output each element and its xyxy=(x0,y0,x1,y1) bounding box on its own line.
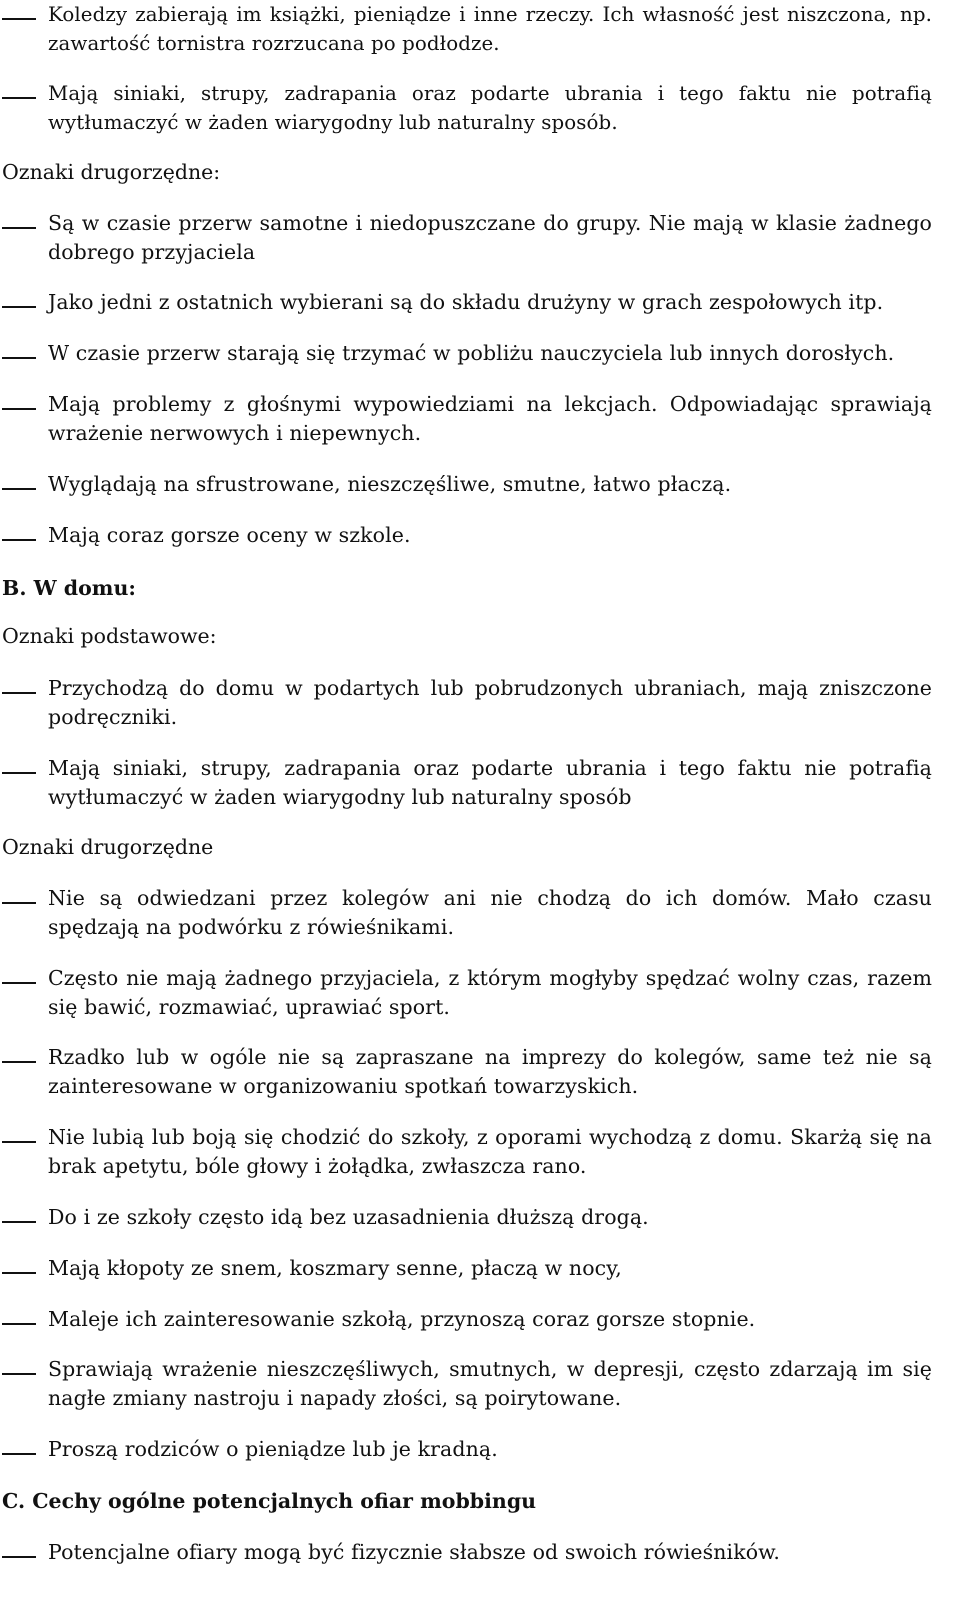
subsection-label xyxy=(0,158,960,187)
dash-bullet xyxy=(2,1453,36,1455)
dash-bullet xyxy=(2,488,36,490)
list-item xyxy=(0,964,960,1022)
dash-bullet xyxy=(2,18,36,20)
dash-bullet xyxy=(2,982,36,984)
list-item xyxy=(0,1355,960,1413)
list-item-text: Wyglądają na sfrustrowane, nieszczęśliwe, smutne, łatwo płaczą. xyxy=(48,472,732,496)
list-item xyxy=(0,0,960,58)
list-item-text: Mają kłopoty ze snem, koszmary senne, płaczą w nocy, xyxy=(48,1256,622,1280)
subsection-label xyxy=(0,622,960,651)
list-item xyxy=(0,1305,960,1334)
list-item-text: W czasie przerw starają się trzymać w pobliżu nauczyciela lub innych dorosłych. xyxy=(48,341,895,365)
dash-bullet xyxy=(2,539,36,541)
dash-bullet xyxy=(2,1141,36,1143)
list-item xyxy=(0,1123,960,1181)
list-item-text: Nie lubią lub boją się chodzić do szkoły, z oporami wychodzą z domu. Skarżą się na brak apetytu, bóle głowy i żołądka, zwłaszcza rano. xyxy=(48,1125,932,1178)
list-item-text: Potencjalne ofiary mogą być fizycznie słabsze od swoich rówieśników. xyxy=(48,1540,780,1564)
dash-bullet xyxy=(2,1061,36,1063)
list-item xyxy=(0,339,960,368)
list-item-text: Mają siniaki, strupy, zadrapania oraz podarte ubrania i tego faktu nie potrafią wytłumaczyć w żaden wiarygodny lub naturalny sposób xyxy=(48,756,932,809)
list-item xyxy=(0,1538,960,1567)
list-item-text: Nie są odwiedzani przez kolegów ani nie chodzą do ich domów. Mało czasu spędzają na podwórku z rówieśnikami. xyxy=(48,886,932,939)
list-item xyxy=(0,390,960,448)
dash-bullet xyxy=(2,357,36,359)
list-item-text: Do i ze szkoły często idą bez uzasadnienia dłuższą drogą. xyxy=(48,1205,649,1229)
list-item-text: Jako jedni z ostatnich wybierani są do składu drużyny w grach zespołowych itp. xyxy=(48,290,884,314)
dash-bullet xyxy=(2,97,36,99)
list-item xyxy=(0,1203,960,1232)
dash-bullet xyxy=(2,1556,36,1558)
dash-bullet xyxy=(2,1221,36,1223)
list-item-text: Sprawiają wrażenie nieszczęśliwych, smutnych, w depresji, często zdarzają im się nagłe zmiany nastroju i napady złości, są poirytowane. xyxy=(48,1357,932,1410)
dash-bullet xyxy=(2,772,36,774)
list-item-text: Mają siniaki, strupy, zadrapania oraz podarte ubrania i tego faktu nie potrafią wytłumaczyć w żaden wiarygodny lub naturalny sposób. xyxy=(48,82,932,134)
list-item xyxy=(0,674,960,732)
dash-bullet xyxy=(2,408,36,410)
dash-bullet xyxy=(2,1323,36,1325)
subsection-label-text: Oznaki drugorzędne xyxy=(2,835,214,859)
list-item xyxy=(0,288,960,317)
list-item xyxy=(0,754,960,812)
list-item-text: Mają problemy z głośnymi wypowiedziami na lekcjach. Odpowiadając sprawiają wrażenie nerwowych i niepewnych. xyxy=(48,392,932,445)
dash-bullet xyxy=(2,227,36,229)
list-item-text: Przychodzą do domu w podartych lub pobrudzonych ubraniach, mają zniszczone podręczniki. xyxy=(48,676,932,729)
list-item-text: Mają coraz gorsze oceny w szkole. xyxy=(48,523,411,547)
list-item xyxy=(0,1254,960,1283)
subsection-label-text: Oznaki podstawowe: xyxy=(2,624,217,648)
subsection-label xyxy=(0,833,960,862)
dash-bullet xyxy=(2,1373,36,1375)
dash-bullet xyxy=(2,692,36,694)
list-item xyxy=(0,1435,960,1464)
list-item-text: Są w czasie przerw samotne i niedopuszczane do grupy. Nie mają w klasie żadnego dobrego przyjaciela xyxy=(48,211,932,264)
list-item xyxy=(0,209,960,267)
section-heading xyxy=(0,1487,960,1516)
list-item xyxy=(0,1043,960,1101)
dash-bullet xyxy=(2,902,36,904)
dash-bullet xyxy=(2,1272,36,1274)
list-item xyxy=(0,79,960,137)
section-heading-text: C. Cechy ogólne potencjalnych ofiar mobbingu xyxy=(2,1489,537,1513)
list-item-text: Często nie mają żadnego przyjaciela, z którym mogłyby spędzać wolny czas, razem się bawić, rozmawiać, uprawiać sport. xyxy=(48,966,932,1019)
dash-bullet xyxy=(2,306,36,308)
list-item xyxy=(0,884,960,942)
list-item xyxy=(0,470,960,499)
list-item-text: Proszą rodziców o pieniądze lub je kradną. xyxy=(48,1437,498,1461)
section-heading xyxy=(0,574,960,603)
section-heading-text: B. W domu: xyxy=(2,576,136,600)
list-item xyxy=(0,521,960,550)
subsection-label-text: Oznaki drugorzędne: xyxy=(2,160,221,184)
list-item-text: Rzadko lub w ogóle nie są zapraszane na imprezy do kolegów, same też nie są zainteresowane w organizowaniu spotkań towarzyskich. xyxy=(48,1045,932,1098)
list-item-text: Koledzy zabierają im książki, pieniądze i inne rzeczy. Ich własność jest niszczona, np. zawartość tornistra rozrzucana po podłodze. xyxy=(48,3,932,55)
list-item-text: Maleje ich zainteresowanie szkołą, przynoszą coraz gorsze stopnie. xyxy=(48,1307,756,1331)
